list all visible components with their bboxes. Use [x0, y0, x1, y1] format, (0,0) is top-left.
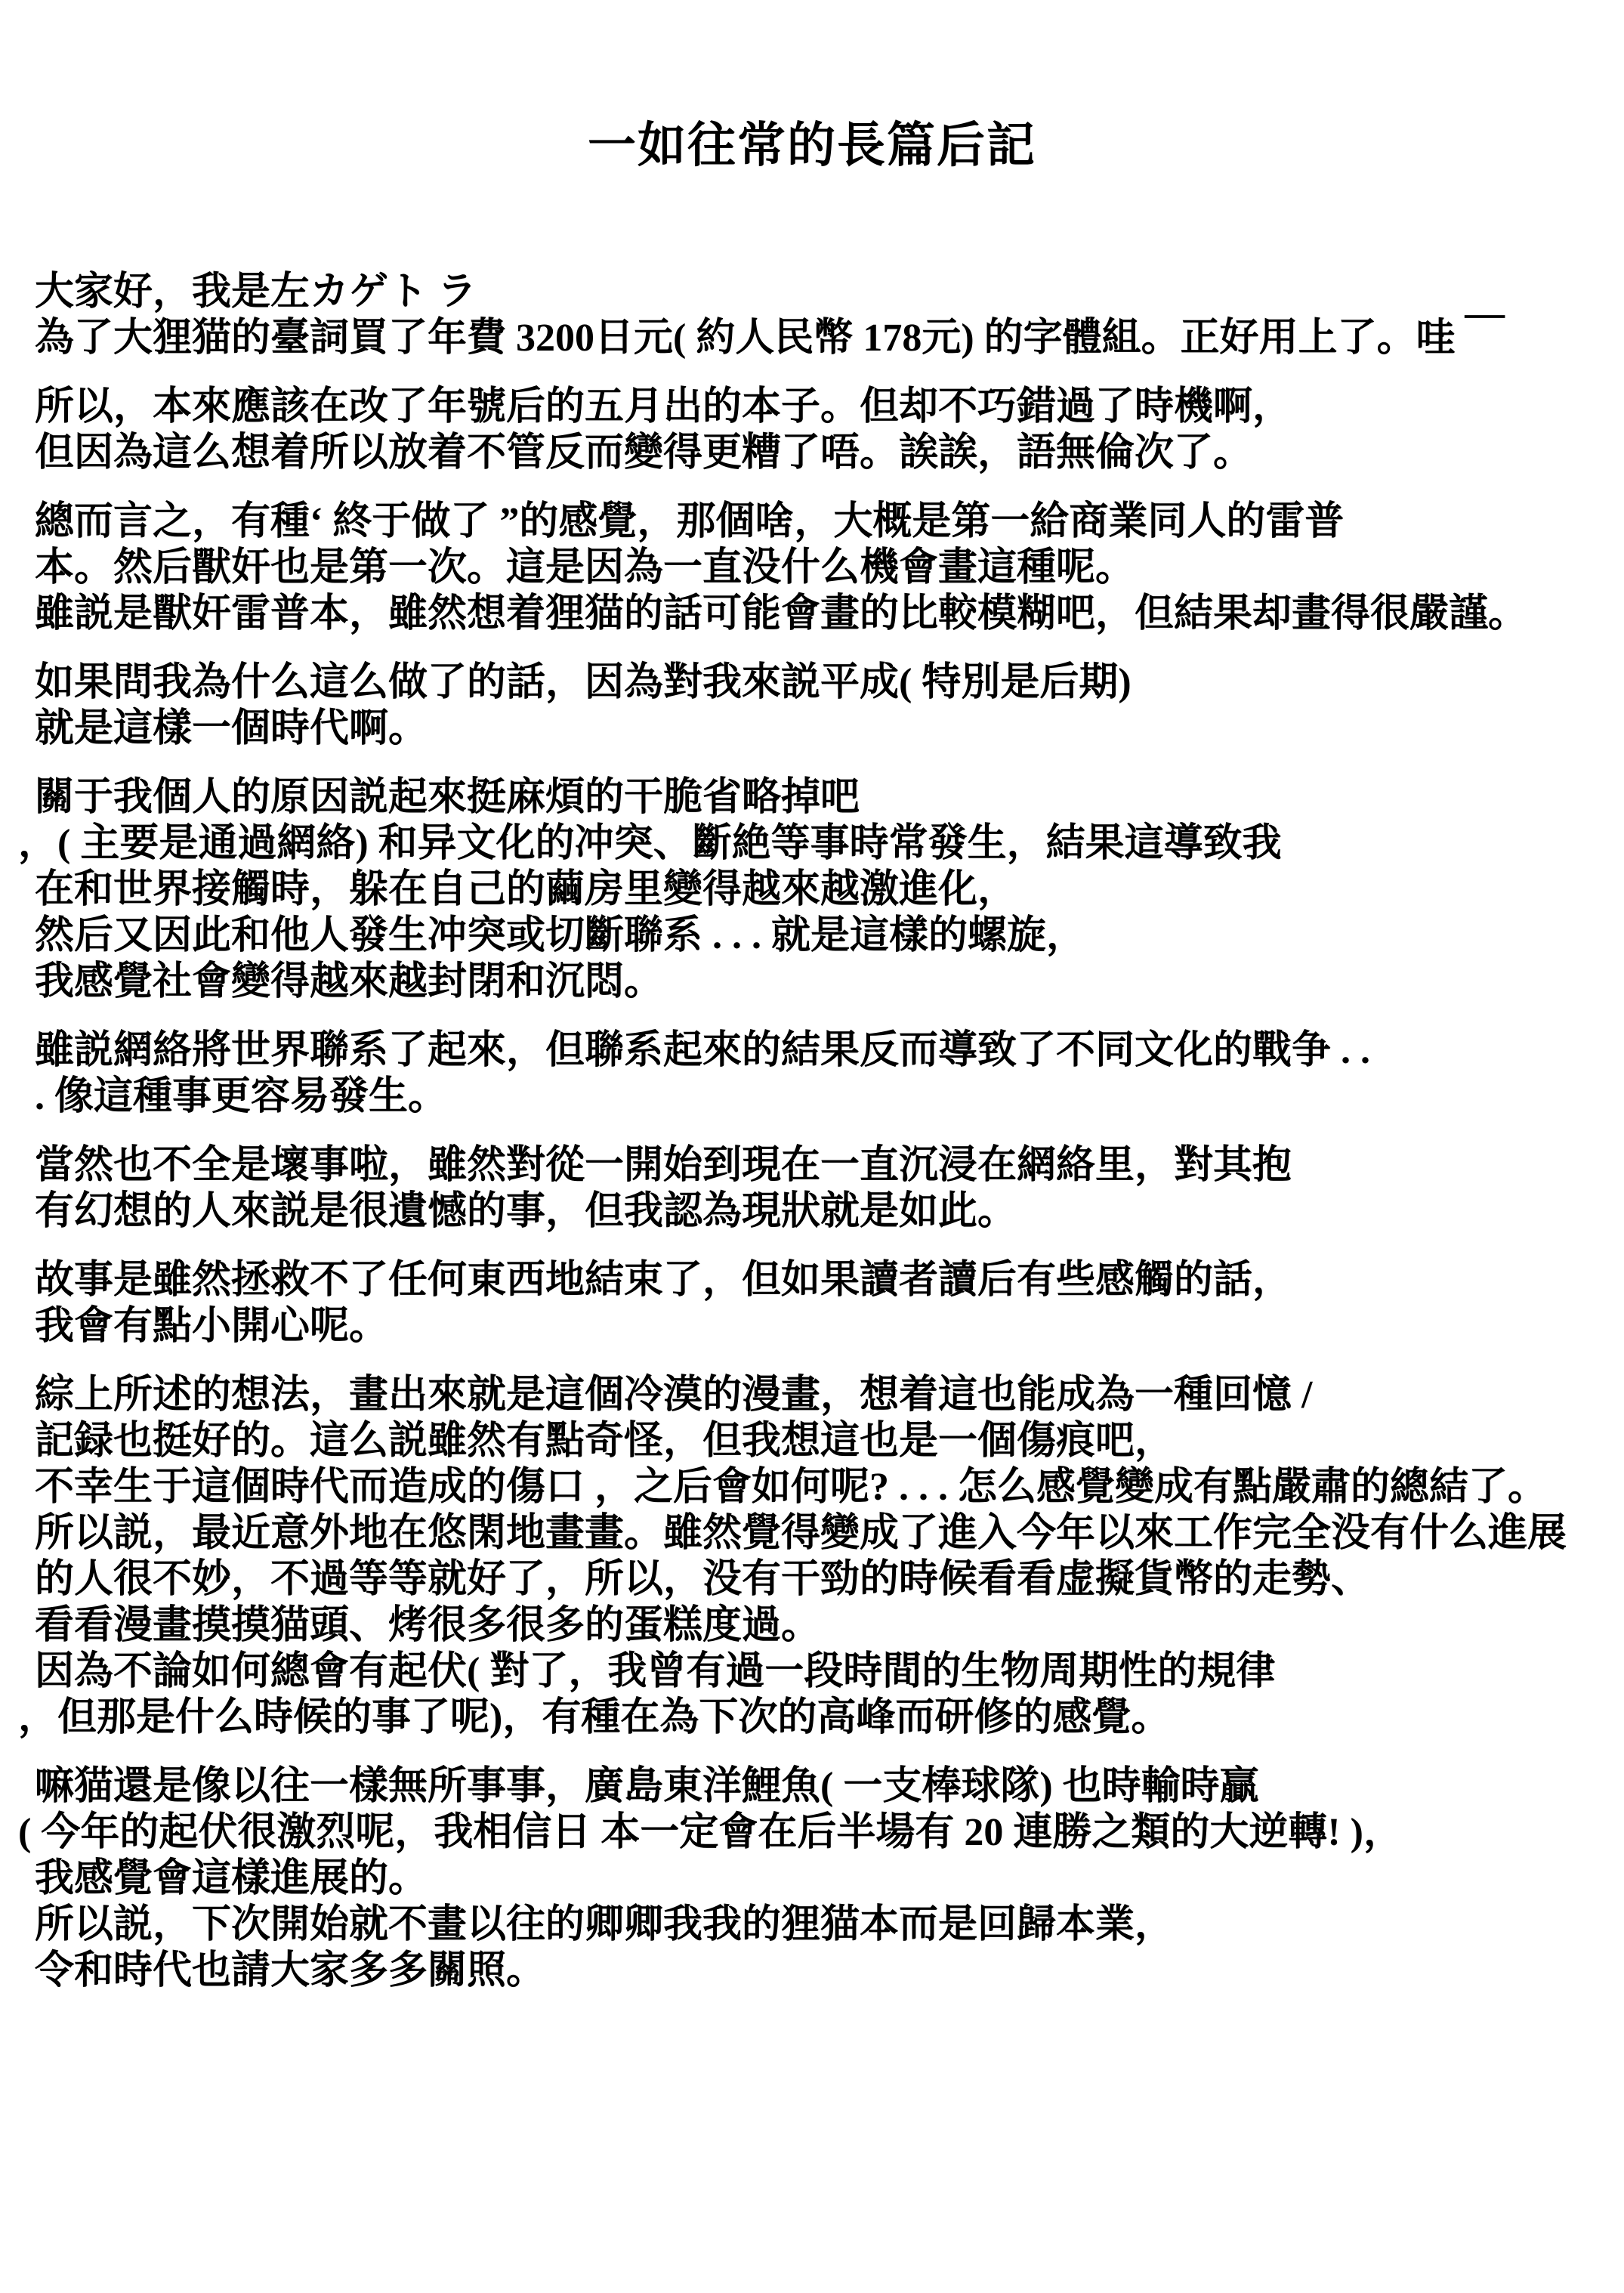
- paragraph: [35, 499, 1601, 637]
- text-line: 所以説，最近意外地在悠閑地畫畫。雖然覺得變成了進入今年以來工作完全没有什么進展: [35, 1512, 1567, 1556]
- text-line: 不幸生于這個時代而造成的傷口 ，之后會如何呢? . . . 怎么感覺變成有點嚴肅的總結了。: [35, 1466, 1548, 1510]
- afterword-body: [0, 269, 1624, 1994]
- text-line: 關于我個人的原因説起來挺麻煩的干脆省略掉吧: [35, 776, 860, 820]
- text-line: 雖説是獸奸雷普本，雖然想着狸猫的話可能會畫的比較模糊吧，但結果却畫得很嚴謹。: [35, 592, 1528, 636]
- text-line: 我感覺會這樣進展的。: [35, 1857, 428, 1901]
- text-line: 本。然后獸奸也是第一次。這是因為一直没什么機會畫這種呢。: [35, 546, 1135, 590]
- paragraph: [35, 1028, 1601, 1120]
- text-line: 在和世界接觸時，躲在自己的繭房里變得越來越激進化，: [35, 868, 1017, 912]
- text-line: 就是這樣一個時代啊。: [35, 707, 428, 751]
- text-line: 因為不論如何總會有起伏( 對了，我曾有過一段時間的生物周期性的規律: [35, 1650, 1276, 1694]
- text-line: ，但那是什么時候的事了呢)，有種在為下次的高峰而研修的感覺。: [18, 1696, 1171, 1740]
- text-line: ( 今年的起伏很激烈呢，我相信日 本一定會在后半場有 20 連勝之類的大逆轉! )，: [18, 1811, 1403, 1855]
- text-line: 所以説，下次開始就不畫以往的卿卿我我的狸猫本而是回歸本業，: [35, 1903, 1175, 1947]
- text-line: 雖説網絡將世界聯系了起來，但聯系起來的結果反而導致了不同文化的戰争 . .: [35, 1029, 1371, 1073]
- text-line: 令和時代也請大家多多關照。: [35, 1949, 546, 1993]
- text-line: 我會有點小開心呢。: [35, 1305, 389, 1349]
- text-line: 當然也不全是壞事啦，雖然對從一開始到現在一直沉浸在網絡里，對其抱: [35, 1144, 1292, 1188]
- text-line: 大家好，我是左カゲト ラ: [35, 270, 477, 314]
- text-line: 但因為這么想着所以放着不管反而變得更糟了唔。誒誒，語無倫次了。: [35, 431, 1253, 475]
- paragraph: [18, 1763, 1601, 1994]
- page-title: 一如往常的長篇后記: [588, 119, 1036, 172]
- paragraph: [35, 1257, 1601, 1349]
- text-line: 故事是雖然拯救不了任何東西地結束了，但如果讀者讀后有些感觸的話，: [35, 1259, 1292, 1303]
- text-line: 所以，本來應該在改了年號后的五月出的本子。但却不巧錯過了時機啊，: [35, 385, 1292, 429]
- text-line: 我感覺社會變得越來越封閉和沉悶。: [35, 960, 664, 1004]
- paragraph: [35, 384, 1601, 476]
- text-line: 為了大狸猫的臺詞買了年費 3200日元( 約人民幣 178元) 的字體組。正好用上了。哇 ￣: [35, 317, 1505, 360]
- text-line: 有幻想的人來説是很遺憾的事，但我認為現狀就是如此。: [35, 1190, 1017, 1234]
- text-line: 總而言之，有種‘ 終于做了 ”的感覺，那個啥，大概是第一給商業同人的雷普: [35, 500, 1345, 544]
- text-line: ，( 主要是通過網絡) 和异文化的冲突、斷絶等事時常發生，結果這導致我: [18, 822, 1282, 866]
- text-line: 嘛猫還是像以往一樣無所事事，廣島東洋鯉魚( 一支棒球隊) 也時輸時贏: [35, 1765, 1259, 1809]
- text-line: 記録也挺好的。這么説雖然有點奇怪，但我想這也是一個傷痕吧，: [35, 1420, 1175, 1463]
- text-line: 然后又因此和他人發生冲突或切斷聯系 . . . 就是這樣的螺旋，: [35, 914, 1086, 958]
- paragraph: [35, 660, 1601, 752]
- text-line: 看看漫畫摸摸猫頭、烤很多很多的蛋糕度過。: [35, 1604, 821, 1648]
- text-line: 綜上所述的想法，畫出來就是這個冷漠的漫畫，想着這也能成為一種回憶 /: [35, 1374, 1313, 1417]
- text-line: 如果問我為什么這么做了的話，因為對我來説平成( 特別是后期): [35, 661, 1132, 705]
- paragraph: [35, 1142, 1601, 1235]
- text-line: 的人很不妙，不過等等就好了，所以，没有干勁的時候看看虚擬貨幣的走勢、: [35, 1558, 1371, 1602]
- text-line: . 像這種事更容易發生。: [35, 1075, 448, 1119]
- paragraph: [35, 269, 1601, 361]
- paragraph: [18, 774, 1601, 1005]
- paragraph: [18, 1372, 1601, 1741]
